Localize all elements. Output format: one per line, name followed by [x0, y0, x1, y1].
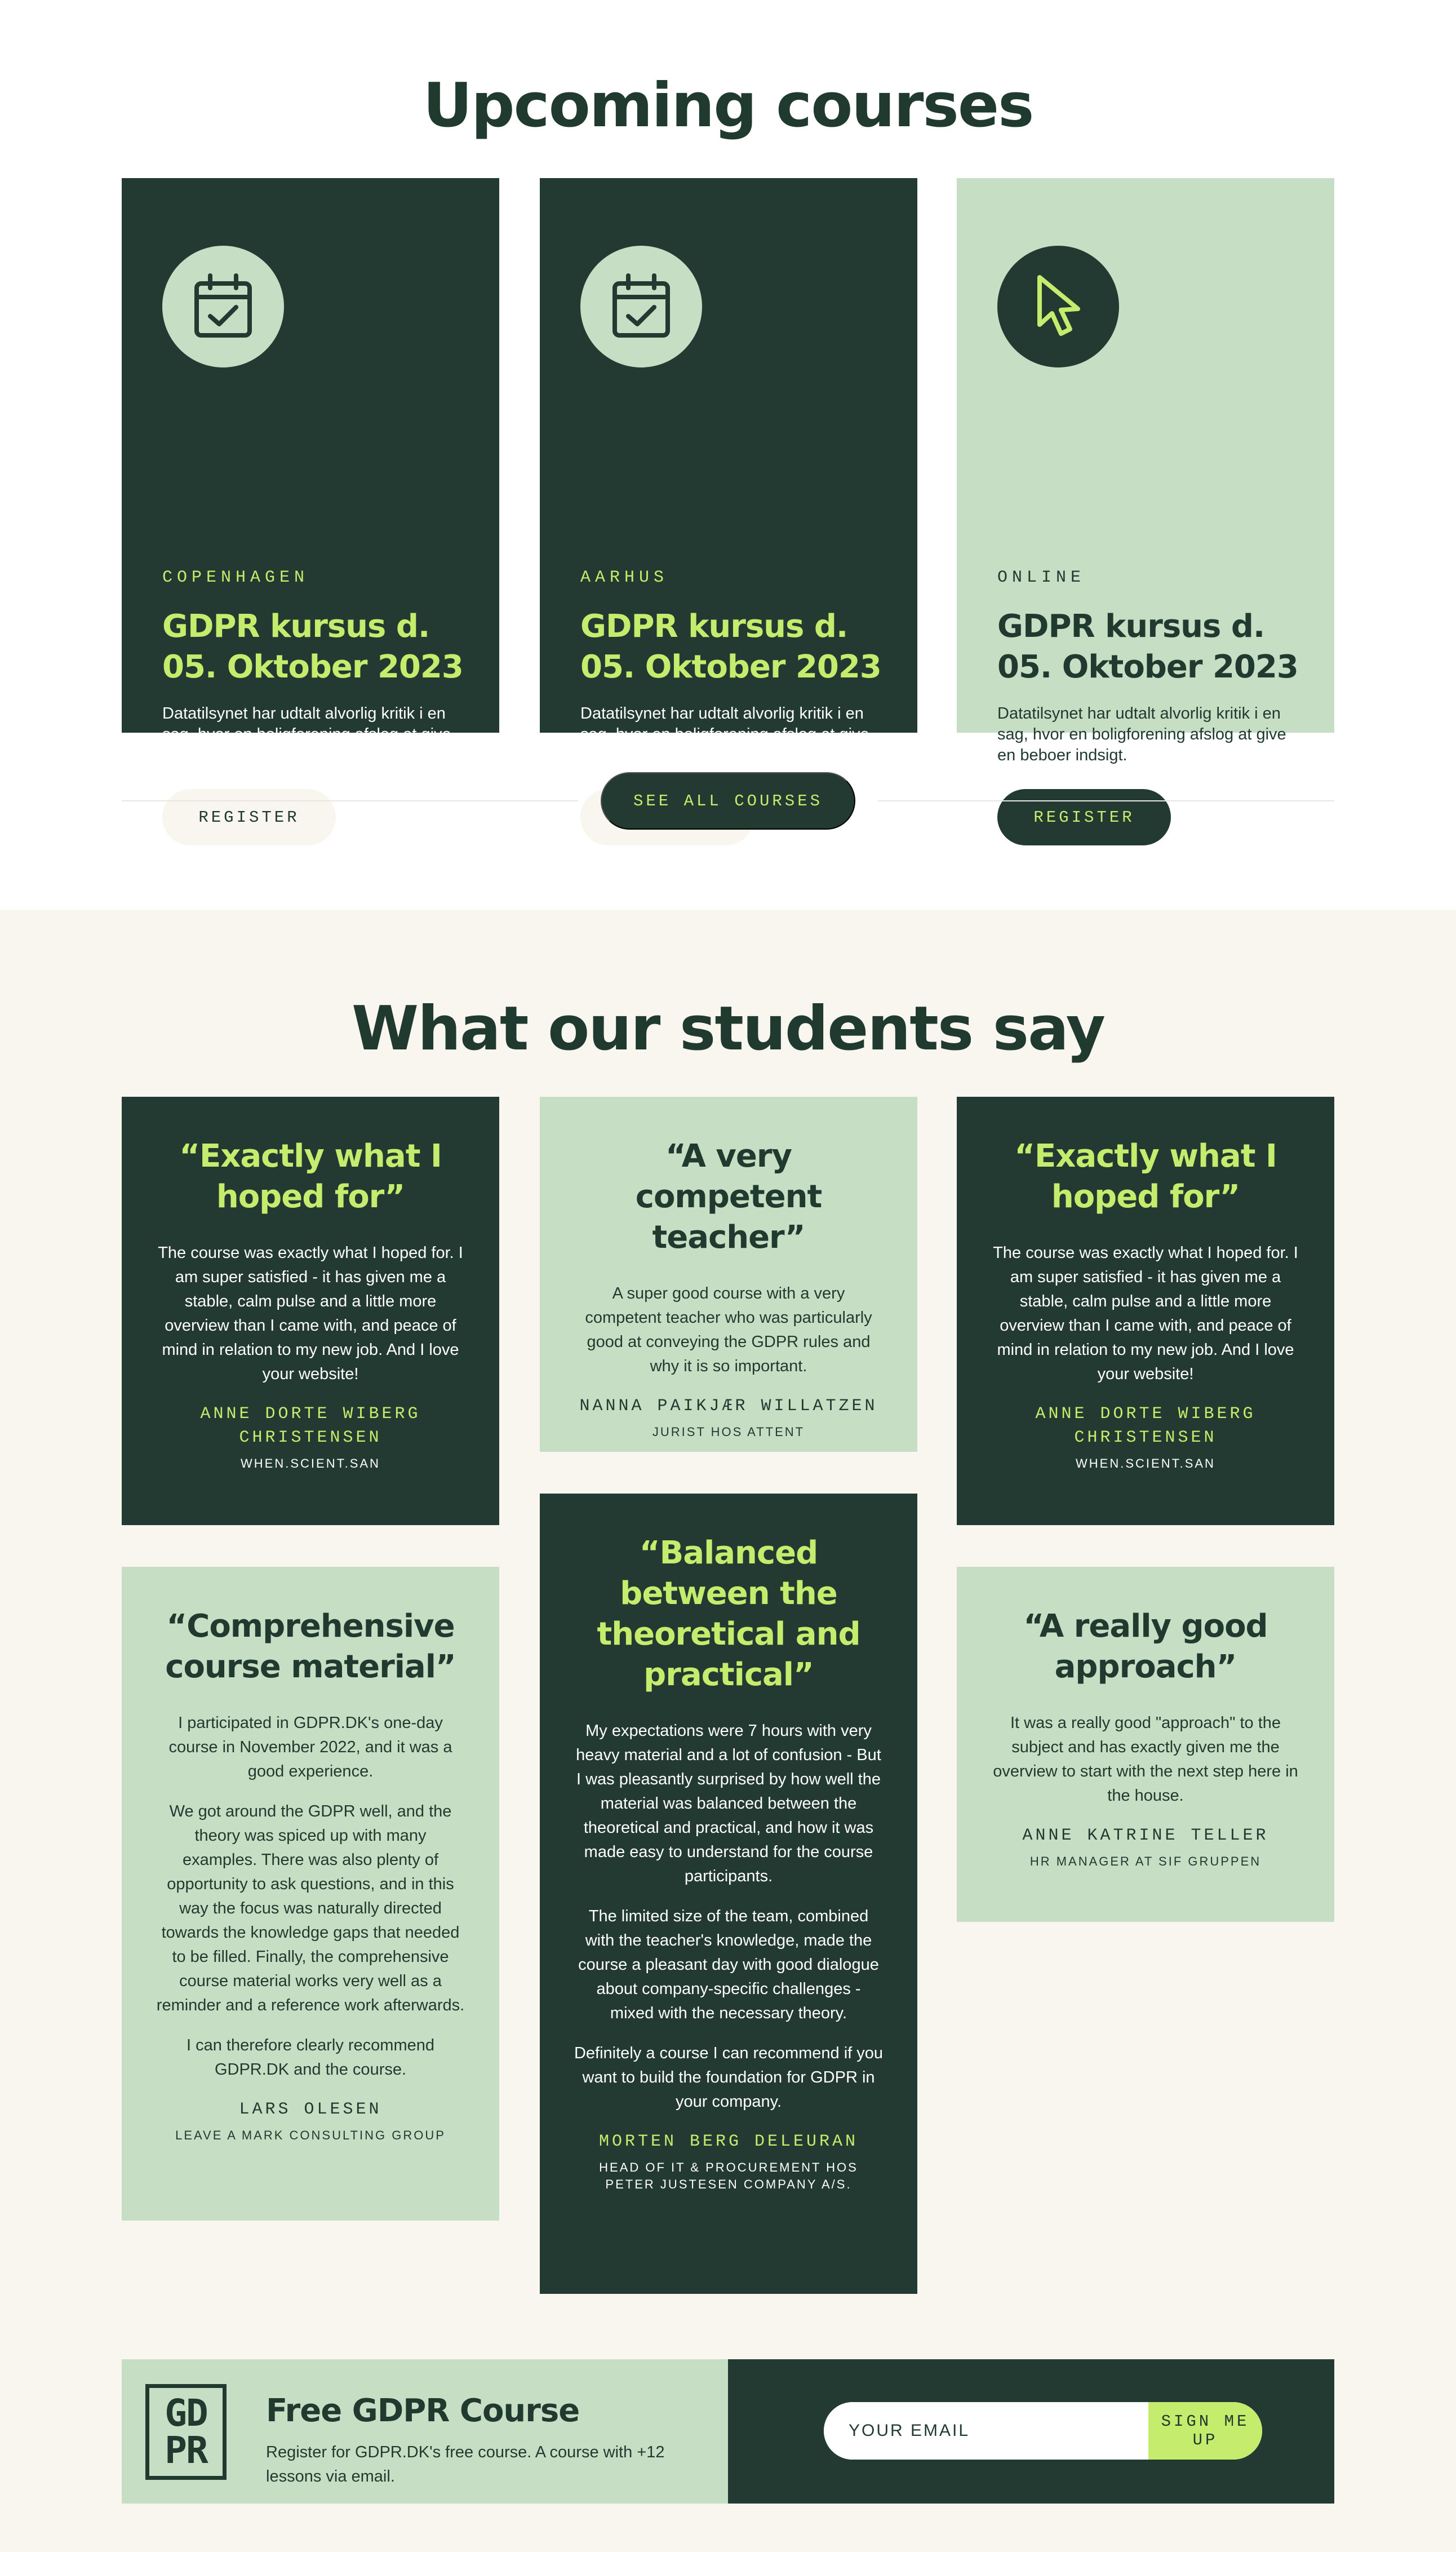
testimonial-author-role: JURIST HOS ATTENT — [652, 1425, 805, 1439]
testimonial-quote: “A very competent teacher” — [635, 1138, 822, 1256]
course-description: Datatilsynet har udtalt alvorlig kritik i en sag, hvor en boligforening afslog at give en beboer indsigt. — [997, 705, 1286, 764]
testimonial-quote: “Balanced between the theoretical and practical” — [597, 1535, 860, 1693]
newsletter-info-panel — [122, 2359, 728, 2504]
newsletter-form — [824, 2402, 1262, 2460]
calendar-check-icon — [192, 273, 254, 340]
course-title-line1: GDPR kursus d. — [162, 608, 430, 645]
testimonial-card — [957, 1097, 1334, 1525]
testimonial-quote: “Exactly what I hoped for” — [1014, 1138, 1277, 1215]
testimonial-card — [540, 1494, 917, 2294]
course-icon-circle — [162, 246, 284, 367]
testimonial-author-name: ANNE DORTE WIBERG CHRISTENSEN — [200, 1405, 421, 1447]
testimonial-paragraph: The course was exactly what I hoped for. I am super satisfied - it has given me a stable, calm pulse and a little more overview than I came with, and peace of mind in relation to my new job. And I love your website! — [993, 1244, 1298, 1383]
course-location: COPENHAGEN — [162, 568, 309, 587]
course-title-line1: GDPR kursus d. — [997, 608, 1265, 645]
calendar-check-icon — [610, 273, 672, 340]
testimonial-paragraph: I participated in GDPR.DK's one-day course in November 2022, and it was a good experience. — [168, 1714, 452, 1780]
testimonial-quote: “Comprehensive course material” — [165, 1608, 456, 1685]
sign-me-up-button[interactable]: SIGN ME UP — [1148, 2402, 1262, 2460]
testimonial-body — [574, 1719, 884, 2114]
testimonial-author-role: LEAVE A MARK CONSULTING GROUP — [175, 2128, 446, 2142]
register-button[interactable]: REGISTER — [997, 789, 1171, 845]
testimonial-author-role: WHEN.SCIENT.SAN — [1076, 1456, 1215, 1470]
divider-line-right — [878, 800, 1334, 801]
testimonial-card — [122, 1567, 499, 2221]
upcoming-courses-title: Upcoming courses — [423, 70, 1033, 141]
testimonial-body — [574, 1282, 884, 1379]
testimonial-card — [122, 1097, 499, 1525]
testimonial-author-name: ANNE DORTE WIBERG CHRISTENSEN — [1035, 1405, 1256, 1447]
testimonial-quote: “A really good approach” — [1023, 1608, 1268, 1685]
register-button[interactable]: REGISTER — [162, 789, 336, 845]
newsletter-title: Free GDPR Course — [266, 2392, 580, 2429]
testimonial-author-name: ANNE KATRINE TELLER — [1022, 1826, 1269, 1845]
course-card-online — [957, 178, 1334, 827]
testimonial-paragraph: A super good course with a very competent teacher who was particularly good at conveying the GDPR rules and why it is so important. — [585, 1284, 872, 1375]
testimonial-author-role: HEAD OF IT & PROCUREMENT HOS PETER JUSTESEN COMPANY A/S. — [599, 2160, 858, 2191]
testimonial-author-name: LARS OLESEN — [239, 2100, 382, 2119]
course-card-copenhagen — [122, 178, 499, 827]
logo-line2: PR — [165, 2429, 207, 2472]
testimonial-author-name: NANNA PAIKJÆR WILLATZEN — [579, 1397, 878, 1416]
course-title — [997, 606, 1313, 688]
see-all-courses-button[interactable]: SEE ALL COURSES — [601, 772, 855, 830]
testimonial-paragraph: Definitely a course I can recommend if you want to build the foundation for GDPR in your company. — [574, 2044, 884, 2111]
course-icon-circle — [997, 246, 1119, 367]
testimonial-author-role: WHEN.SCIENT.SAN — [241, 1456, 380, 1470]
testimonial-body — [156, 1241, 465, 1386]
course-title-line1: GDPR kursus d. — [580, 608, 848, 645]
testimonials-title: What our students say — [351, 994, 1105, 1064]
course-title-line2: 05. Oktober 2023 — [997, 649, 1298, 685]
course-card-aarhus — [540, 178, 917, 764]
cursor-icon — [1027, 273, 1089, 340]
upcoming-courses-section — [0, 0, 1456, 910]
testimonial-paragraph: It was a really good "approach" to the subject and has exactly given me the overview to start with the next step here in the house. — [993, 1714, 1298, 1805]
newsletter-description: Register for GDPR.DK's free course. A course with +12 lessons via email. — [266, 2443, 665, 2485]
newsletter-form-panel — [728, 2359, 1334, 2504]
testimonial-author-role: HR MANAGER AT SIF GRUPPEN — [1029, 1854, 1262, 1868]
course-icon-circle — [580, 246, 702, 367]
logo-line1: GD — [165, 2391, 207, 2435]
course-title — [162, 606, 478, 688]
testimonial-paragraph: We got around the GDPR well, and the theory was spiced up with many examples. There was also plenty of opportunity to ask questions, and in this way the focus was naturally directed towards the knowledge gaps that needed to be filled. Finally, the comprehensive course material works very well as a reminder and a reference work afterwards. — [156, 1802, 465, 2014]
course-description: Datatilsynet har udtalt alvorlig kritik i en sag, hvor en boligforening afslog at give en beboer indsigt. — [580, 705, 869, 764]
testimonial-author-name: MORTEN BERG DELEURAN — [598, 2132, 859, 2151]
testimonial-quote: “Exactly what I hoped for” — [179, 1138, 442, 1215]
course-location: AARHUS — [580, 568, 669, 587]
testimonials-section — [0, 910, 1456, 2552]
gdpr-logo — [145, 2384, 227, 2480]
course-title-line2: 05. Oktober 2023 — [162, 649, 463, 685]
testimonial-body — [991, 1241, 1300, 1386]
course-title-line2: 05. Oktober 2023 — [580, 649, 881, 685]
testimonial-paragraph: The course was exactly what I hoped for. I am super satisfied - it has given me a stable, calm pulse and a little more overview than I came with, and peace of mind in relation to my new job. And I love your website! — [158, 1244, 463, 1383]
testimonial-paragraph: My expectations were 7 hours with very heavy material and a lot of confusion - But I was pleasantly surprised by how well the material was balanced between the theoretical and practical, and how it was made easy to understand for the course participants. — [576, 1722, 881, 1885]
testimonial-paragraph: The limited size of the team, combined with the teacher's knowledge, made the course a pleasant day with good dialogue about company-specific challenges - mixed with the necessary theory. — [578, 1907, 879, 2022]
testimonial-paragraph: I can therefore clearly recommend GDPR.DK and the course. — [186, 2036, 435, 2079]
course-location: ONLINE — [997, 568, 1086, 587]
testimonial-body — [991, 1711, 1300, 1808]
email-input[interactable] — [824, 2402, 1148, 2460]
course-title — [580, 606, 896, 688]
divider-line-left — [122, 800, 578, 801]
testimonial-card — [540, 1097, 917, 1452]
testimonial-card — [957, 1567, 1334, 1922]
testimonial-body — [156, 1711, 465, 2082]
course-description: Datatilsynet har udtalt alvorlig kritik i en sag, hvor en boligforening afslog at give en beboer indsigt. — [162, 705, 451, 764]
